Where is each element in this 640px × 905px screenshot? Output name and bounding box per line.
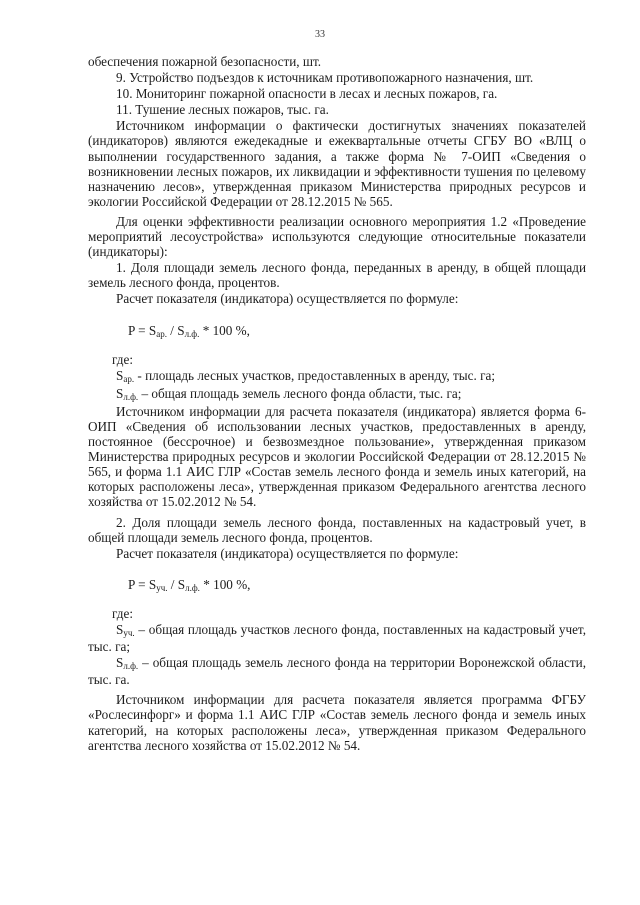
list-item-11: 11. Тушение лесных пожаров, тыс. га. [116,102,329,118]
indicator-2-title: 2. Доля площади земель лесного фонда, поставленных на кадастровый учет, в общей площади земель лесного фонда, процентов. [88,514,586,545]
formula-2: $P = S_{уч.} / S_{л.ф.} * 100$ %, [128,576,251,593]
source-paragraph-1: Источником информации о фактически достигнутых значениях показателей (индикаторов) являются ежедекадные и ежеквартальные отчеты СГБУ ВО «ВЛЦ о выполнении государственного задания, а также форма № 7-ОИП «Сведения о возникновении лесных пожаров, их ликвидации и эффективности тушения по целевому назначению лесов», утвержденная приказом Министерства природных ресурсов и экологии Российской Федерации от 28.12.2015 № 565. [88,118,586,209]
formula-1: $P = S_{ар.} / S_{л.ф.} * 100$ %, [128,322,250,339]
paragraph-continuation: обеспечения пожарной безопасности, шт. [88,54,322,69]
list-item-9: 9. Устройство подъездов к источникам противопожарного назначения, шт. [116,70,534,86]
definition-s-lf-1: $S_{л.ф.}$ – общая площадь земель лесного фонда области, тыс. га; [116,385,462,402]
definition-s-ar: $S_{ар.}$ - площадь лесных участков, предоставленных в аренду, тыс. га; [116,367,496,384]
source-paragraph-2: Источником информации для расчета показателя (индикатора) является форма 6-ОИП «Сведения об использовании лесных участков, предоставленных в аренду, постоянное (бессрочное) и безвозмездное пользование», утвержденная приказом Министерства природных ресурсов и экологии Российской Федерации от 28.12.2015 № 565, и форма 1.1 АИС ГЛР «Состав земель лесного фонда и земель иных категорий, на которых расположены леса», утвержденная приказом Федерального агентства лесного хозяйства от 15.02.2012 № 54. [88,403,586,510]
formula-2-intro: Расчет показателя (индикатора) осуществляется по формуле: [116,545,459,561]
indicator-1-title: 1. Доля площади земель лесного фонда, переданных в аренду, в общей площади земель лесного фонда, процентов. [88,260,586,291]
list-item-10: 10. Мониторинг пожарной опасности в лесах и лесных пожаров, га. [116,86,498,102]
document-body [88,54,586,754]
source-paragraph-3: Источником информации для расчета показателя является программа ФГБУ «Рослесинфорг» и форма 1.1 АИС ГЛР «Состав земель лесного фонда и земель иных категорий, на которых расположены леса», утвержденная приказом Федерального агентства лесного хозяйства от 15.02.2012 № 54. [88,692,586,753]
where-label-1: где: [112,351,133,367]
evaluation-intro: Для оценки эффективности реализации основного мероприятия 1.2 «Проведение мероприятий лесоустройства» используются следующие относительные показатели (индикаторы): [88,213,586,260]
page-number: 33 [315,29,325,40]
formula-1-intro: Расчет показателя (индикатора) осуществляется по формуле: [116,291,459,307]
definition-s-uch: $S_{уч.}$ – общая площадь участков лесного фонда, поставленных на кадастровый учет, тыс. га; [88,622,586,655]
where-label-2: где: [112,605,133,621]
definition-s-lf-2: $S_{л.ф.}$ – общая площадь земель лесного фонда на территории Воронежской области, тыс. га. [88,655,586,688]
